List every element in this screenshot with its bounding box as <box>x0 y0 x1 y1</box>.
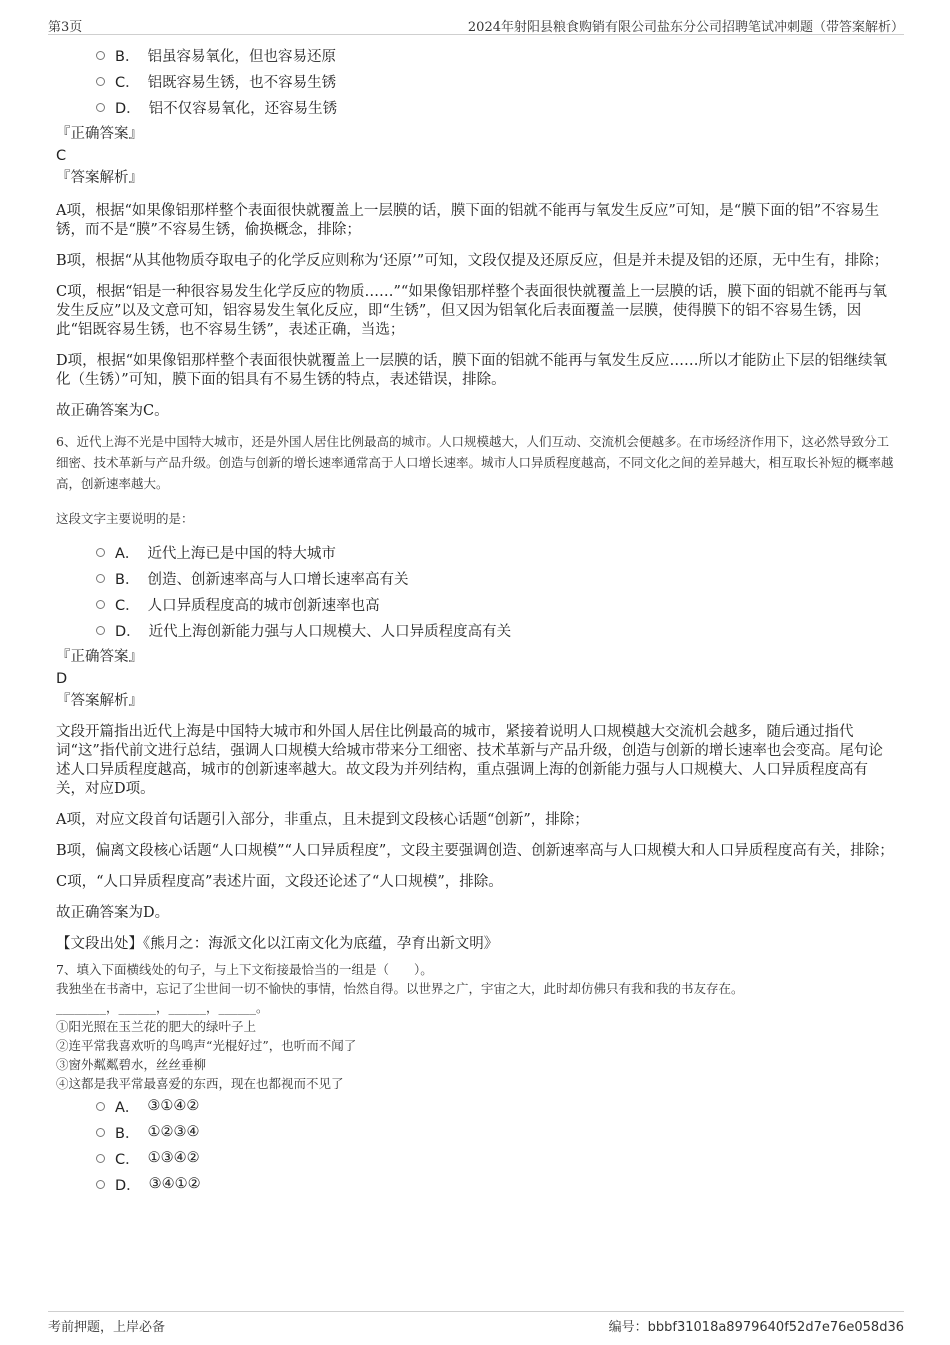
q6-options <box>56 539 896 643</box>
page-content <box>56 42 896 1197</box>
radio-icon[interactable] <box>96 600 105 609</box>
q6-option-c[interactable]: C． 人口异质程度高的城市创新速率也高 <box>96 591 896 617</box>
code-label: 编号： <box>608 1320 648 1335</box>
q7-item-2: ②连平常我喜欢听的鸟鸣声“光棍好过”，也听而不闻了 <box>56 1038 357 1053</box>
q5-analysis-c: C项，根据“铝是一种很容易发生化学反应的物质……”“如果像铝那样整个表面很快就覆盖上一层膜的话，膜下面的铝就不能再与氧发生反应”以及文意可知，铝容易发生氧化反应，即“生锈”，但又因为铝氧化后表面覆盖一层膜，使得膜下的铝不容易生锈，因此“铝既容易生锈，也不容易生锈”，表述正确，当选； <box>56 284 887 338</box>
q5-analysis-b: B项，根据“从其他物质夺取电子的化学反应则称为‘还原’”可知，文段仅提及还原反应，但是并未提及铝的还原，无中生有，排除； <box>56 253 889 269</box>
q5-analysis-label: 『答案解析』 <box>56 170 143 186</box>
q6-analysis-a: A项，对应文段首句话题引入部分，非重点，且未提到文段核心话题“创新”，排除； <box>56 812 589 828</box>
q6-analysis-b: B项，偏离文段核心话题“人口规模”“人口异质程度”，文段主要强调创造、创新速率高与人口规模大和人口异质程度高有关，排除； <box>56 843 894 859</box>
radio-icon[interactable] <box>96 1180 105 1189</box>
q7-options <box>56 1093 896 1197</box>
q5-answer-label: 『正确答案』 <box>56 126 143 142</box>
q5-analysis-d: D项，根据“如果像铝那样整个表面很快就覆盖上一层膜的话，膜下面的铝就不能再与氧发生反应……所以才能防止下层的铝继续氧化（生锈）”可知，膜下面的铝具有不易生锈的特点，表述错误，排除。 <box>56 353 888 388</box>
q6-option-a[interactable]: A． 近代上海已是中国的特大城市 <box>96 539 896 565</box>
page-number: 第3页 <box>48 20 83 35</box>
q7-passage: 我独坐在书斋中，忘记了尘世间一切不愉快的事情，怡然自得。以世界之广，宇宙之大，此时却仿佛只有我和我的书友存在。 <box>56 981 744 996</box>
q6-answer-label: 『正确答案』 <box>56 649 143 665</box>
q7-option-a[interactable]: A． ③①④② <box>96 1093 896 1119</box>
document-title: 2024年射阳县粮食购销有限公司盐东分公司招聘笔试冲刺题（带答案解析） <box>467 20 904 35</box>
q7-item-3: ③窗外粼粼碧水，丝丝垂柳 <box>56 1057 207 1072</box>
document-code <box>609 1316 904 1335</box>
q6-source: 【文段出处】《熊月之：海派文化以江南文化为底蕴，孕育出新文明》 <box>56 936 499 952</box>
q6-analysis-label: 『答案解析』 <box>56 693 143 709</box>
radio-icon[interactable] <box>96 1128 105 1137</box>
q6-analysis-c: C项，“人口异质程度高”表述片面，文段还论述了“人口规模”，排除。 <box>56 874 503 890</box>
q7-option-d[interactable]: D． ③④①② <box>96 1171 896 1197</box>
q6-option-d[interactable]: D． 近代上海创新能力强与人口规模大、人口异质程度高有关 <box>96 617 896 643</box>
radio-icon[interactable] <box>96 77 105 86</box>
radio-icon[interactable] <box>96 51 105 60</box>
q5-conclusion: 故正确答案为C。 <box>56 403 169 419</box>
q5-analysis-a: A项，根据“如果像铝那样整个表面很快就覆盖上一层膜的话，膜下面的铝就不能再与氧发生反应”可知，是“膜下面的铝”不容易生锈，而不是“膜”不容易生锈，偷换概念，排除； <box>56 203 880 238</box>
radio-icon[interactable] <box>96 548 105 557</box>
q7-option-b[interactable]: B． ①②③④ <box>96 1119 896 1145</box>
q6-stem: 6、近代上海不光是中国特大城市，还是外国人居住比例最高的城市。人口规模越大，人们互动、交流机会便越多。在市场经济作用下，这必然导致分工细密、技术革新与产品升级。创造与创新的增长速率通常高于人口增长速率。城市人口异质程度越高，不同文化之间的差异越大，相互取长补短的概率越高，创新速率越大。 <box>56 434 894 491</box>
radio-icon[interactable] <box>96 1102 105 1111</box>
q6-question: 这段文字主要说明的是： <box>56 511 194 526</box>
page-footer <box>48 1311 904 1336</box>
radio-icon[interactable] <box>96 103 105 112</box>
q7-item-1: ①阳光照在玉兰花的肥大的绿叶子上 <box>56 1019 257 1034</box>
footer-slogan: 考前押题，上岸必备 <box>48 1320 166 1335</box>
q7-stem: 7、填入下面横线处的句子，与上下文衔接最恰当的一组是（ ）。 <box>56 962 433 977</box>
q7-item-4: ④这都是我平常最喜爱的东西，现在也都视而不见了 <box>56 1076 344 1091</box>
q6-conclusion: 故正确答案为D。 <box>56 905 170 921</box>
q7-option-c[interactable]: C． ①③④② <box>96 1145 896 1171</box>
radio-icon[interactable] <box>96 574 105 583</box>
q5-answer: C <box>56 148 67 164</box>
q5-option-b[interactable]: B． 铝虽容易氧化，但也容易还原 <box>96 42 896 68</box>
q7-blanks: ________，______，______，______。 <box>56 1000 269 1015</box>
q6-answer: D <box>56 671 68 687</box>
q5-option-c[interactable]: C． 铝既容易生锈，也不容易生锈 <box>96 68 896 94</box>
q5-option-d[interactable]: D． 铝不仅容易氧化，还容易生锈 <box>96 94 896 120</box>
q6-analysis-main: 文段开篇指出近代上海是中国特大城市和外国人居住比例最高的城市，紧接着说明人口规模越大交流机会越多，随后通过指代词“这”指代前文进行总结，强调人口规模大给城市带来分工细密、技术革新与产品升级，创造与创新的增长速率也会变高。尾句论述人口异质程度越高，城市的创新速率越大。故文段为并列结构，重点强调上海的创新能力强与人口规模大、人口异质程度高有关，对应D项。 <box>56 724 883 797</box>
code-value: bbbf31018a8979640f52d7e76e058d36 <box>647 1320 904 1335</box>
radio-icon[interactable] <box>96 1154 105 1163</box>
q5-options <box>56 42 896 120</box>
radio-icon[interactable] <box>96 626 105 635</box>
page-header <box>48 14 904 35</box>
q6-option-b[interactable]: B． 创造、创新速率高与人口增长速率高有关 <box>96 565 896 591</box>
